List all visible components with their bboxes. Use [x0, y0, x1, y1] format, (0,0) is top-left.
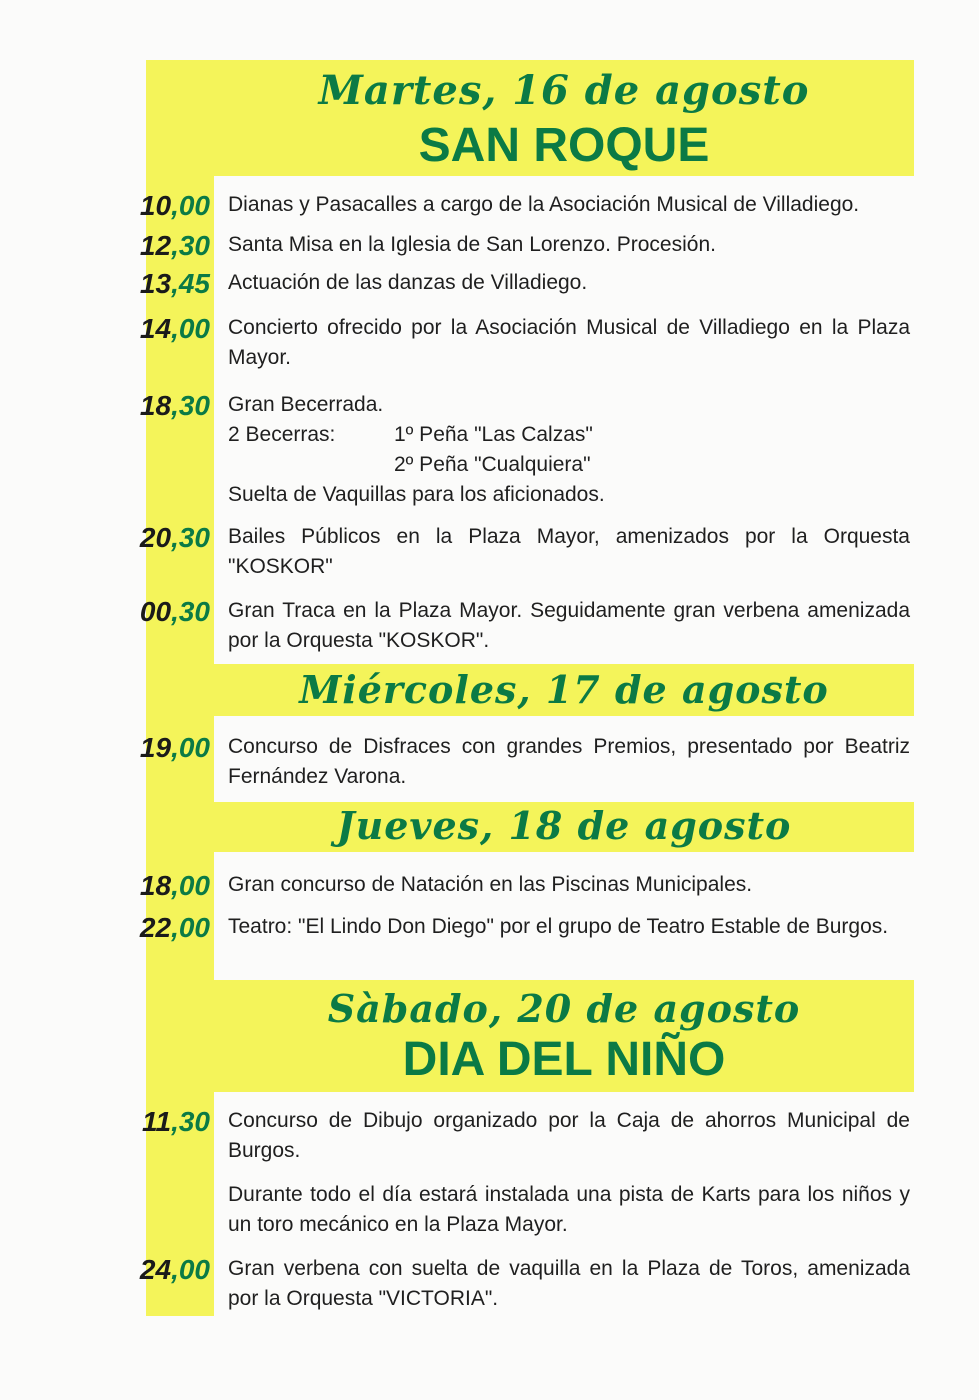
section-header-sabado	[214, 980, 914, 1092]
time-label: 11,30	[141, 1106, 210, 1137]
sub-value: 1º Peña "Las Calzas"	[394, 423, 593, 446]
event-description: Santa Misa en la Iglesia de San Lorenzo. Procesión.	[228, 233, 716, 256]
time-label: 14,00	[139, 313, 210, 344]
event-line: Suelta de Vaquillas para los aficionados.	[228, 483, 605, 506]
yellow-band-1	[146, 60, 214, 660]
time-label: 10,00	[139, 190, 210, 221]
sub-value: 2º Peña "Cualquiera"	[394, 453, 591, 476]
event-description: Concurso de Disfraces con grandes Premios, presentado por Beatriz Fernández Varona.	[228, 735, 910, 788]
time-label: 18,00	[139, 870, 210, 901]
time-label: 22,00	[139, 912, 210, 943]
event-subline	[228, 420, 910, 450]
sub-label: 2 Becerras:	[228, 423, 336, 446]
time-label: 13,45	[139, 268, 210, 299]
time-label: 00,30	[139, 596, 210, 627]
time-label: 24,00	[139, 1254, 210, 1285]
time-label: 12,30	[139, 230, 210, 261]
event-line: Concurso de Dibujo organizado por la Caja de ahorros Municipal de Burgos.	[228, 1109, 910, 1162]
day-title: Jueves, 18 de agosto	[336, 803, 792, 848]
day-title: Sàbado, 20 de agosto	[327, 986, 801, 1031]
section-header-miercoles	[214, 664, 914, 716]
yellow-band-2	[146, 660, 214, 800]
section-header-jueves	[214, 802, 914, 852]
event-description: Concierto ofrecido por la Asociación Musical de Villadiego en la Plaza Mayor.	[228, 316, 910, 369]
time-label: 20,30	[139, 522, 210, 553]
section-subtitle: SAN ROQUE	[418, 119, 710, 172]
event-description: Gran verbena con suelta de vaquilla en la Plaza de Toros, amenizada por la Orquesta "VICTORIA".	[228, 1257, 910, 1310]
event-description: Gran concurso de Natación en las Piscinas Municipales.	[228, 873, 753, 896]
event-description	[228, 1106, 910, 1240]
event-description: Actuación de las danzas de Villadiego.	[228, 271, 588, 294]
day-title: Miércoles, 17 de agosto	[299, 667, 829, 712]
day-title: Martes, 16 de agosto	[318, 67, 810, 114]
section-subtitle: DIA DEL NIÑO	[402, 1033, 726, 1086]
section-header-martes	[214, 60, 914, 176]
time-label: 18,30	[139, 390, 210, 421]
event-description: Dianas y Pasacalles a cargo de la Asociación Musical de Villadiego.	[228, 193, 860, 216]
event-line: Gran Becerrada.	[228, 393, 384, 416]
event-description	[228, 390, 910, 510]
time-label: 19,00	[139, 732, 210, 763]
event-line: Durante todo el día estará instalada una pista de Karts para los niños y un toro mecánico en la Plaza Mayor.	[228, 1183, 910, 1236]
event-description: Gran Traca en la Plaza Mayor. Seguidamente gran verbena amenizada por la Orquesta "KOSKOR".	[228, 599, 910, 652]
event-description: Teatro: "El Lindo Don Diego" por el grupo de Teatro Estable de Burgos.	[228, 915, 889, 938]
event-subline	[228, 450, 910, 480]
event-description: Bailes Públicos en la Plaza Mayor, amenizados por la Orquesta "KOSKOR"	[228, 525, 910, 578]
